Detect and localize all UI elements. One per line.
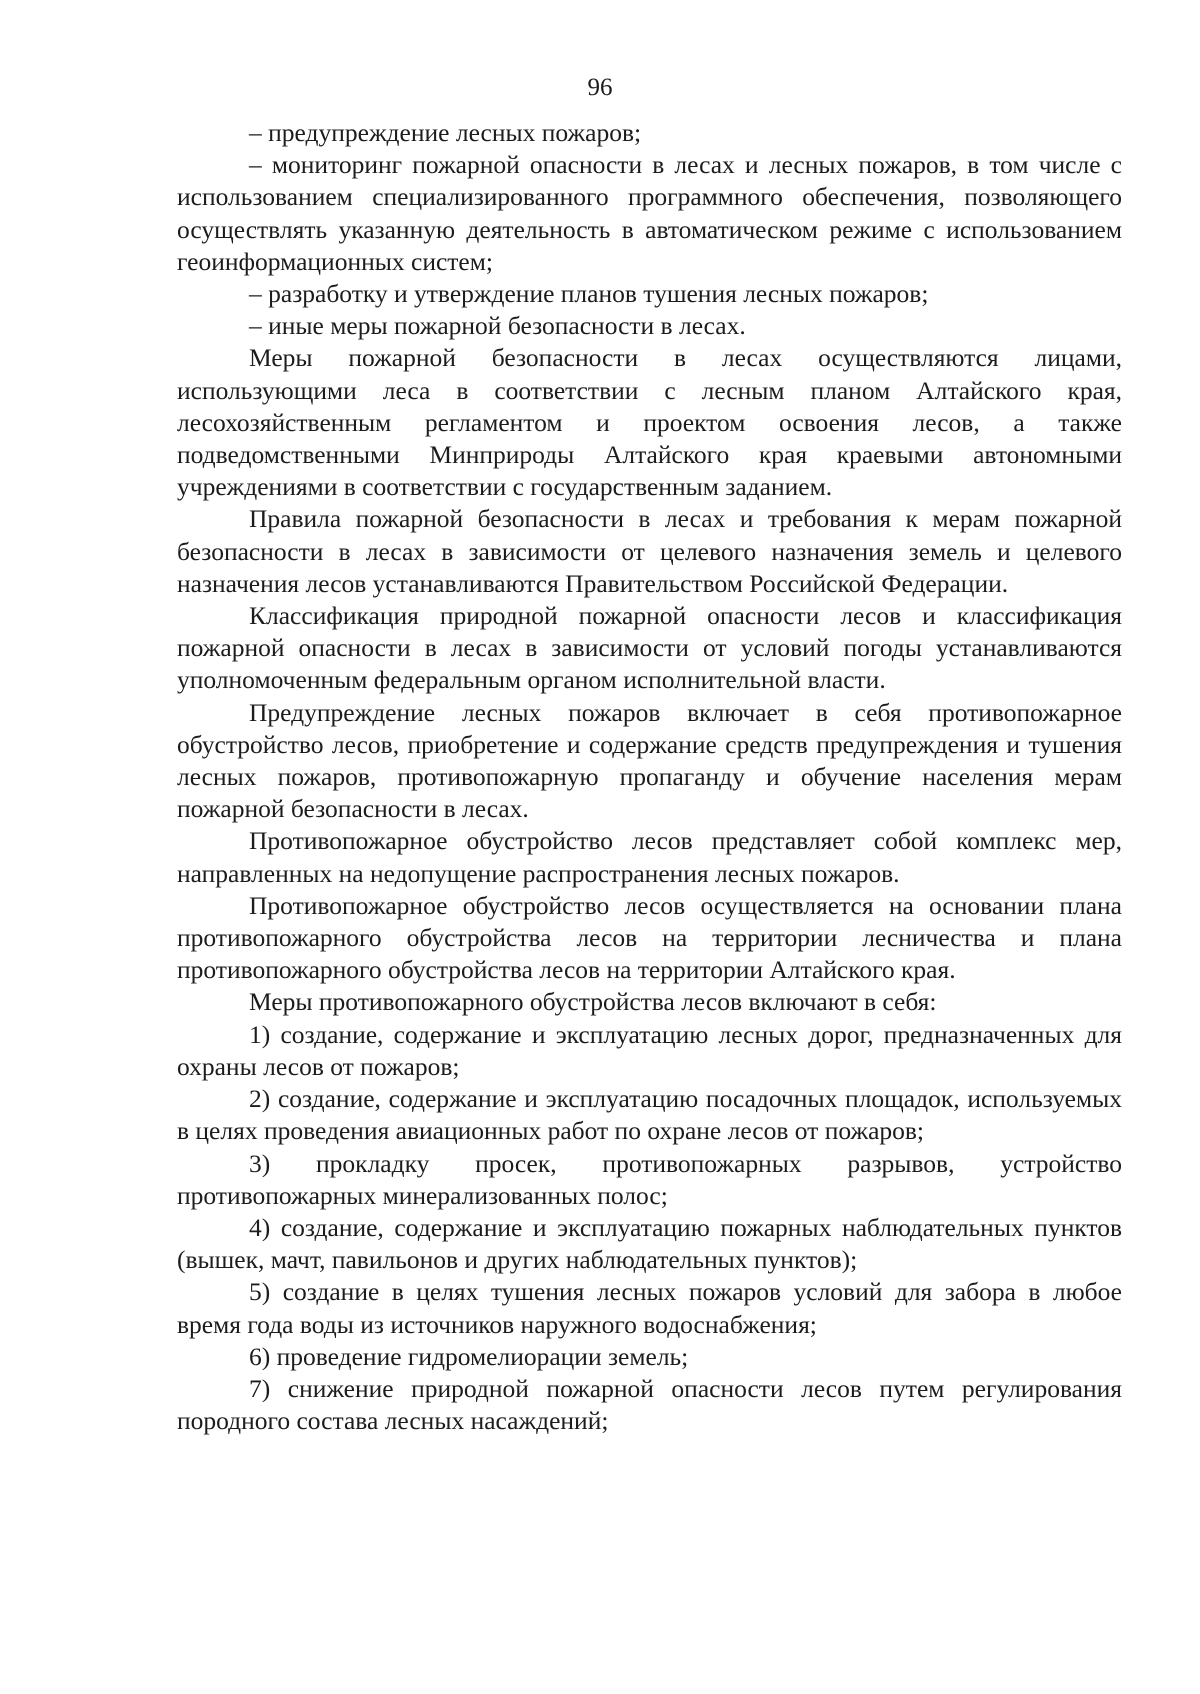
paragraph: 3) прокладку просек, противопожарных разрывов, устройство противопожарных минерализованных полос; bbox=[177, 1148, 1122, 1210]
paragraph: – разработку и утверждение планов тушения лесных пожаров; bbox=[249, 279, 929, 309]
paragraph: – мониторинг пожарной опасности в лесах и лесных пожаров, в том числе с использованием специализированного программного обеспечения, позволяющего осуществлять указанную деятельность в автоматическом режиме с использованием геоинформационных систем; bbox=[177, 150, 1122, 276]
paragraph: Меры пожарной безопасности в лесах осуществляются лицами, использующими леса в соответствии с лесным планом Алтайского края, лесохозяйственным регламентом и проектом освоения лесов, а также подведомственными Минприроды Алтайского края краевыми автономными учреждениями в соответствии с государственным заданием. bbox=[177, 343, 1122, 502]
paragraph: 6) проведение гидромелиорации земель; bbox=[249, 1341, 689, 1371]
paragraph: 7) снижение природной пожарной опасности лесов путем регулирования породного состава лесных насаждений; bbox=[177, 1373, 1122, 1436]
paragraph: Правила пожарной безопасности в лесах и требования к мерам пожарной безопасности в лесах в зависимости от целевого назначения земель и целевого назначения лесов устанавливаются Правительством Российской Федерации. bbox=[177, 504, 1122, 598]
paragraph: Противопожарное обустройство лесов представляет собой комплекс мер, направленных на недопущение распространения лесных пожаров. bbox=[177, 826, 1122, 888]
paragraph: 2) создание, содержание и эксплуатацию посадочных площадок, используемых в целях проведения авиационных работ по охране лесов от пожаров; bbox=[177, 1084, 1122, 1146]
paragraph: 4) создание, содержание и эксплуатацию пожарных наблюдательных пунктов (вышек, мачт, павильонов и других наблюдательных пунктов); bbox=[177, 1212, 1122, 1275]
paragraph: Меры противопожарного обустройства лесов включают в себя: bbox=[249, 987, 937, 1017]
paragraph: – предупреждение лесных пожаров; bbox=[249, 118, 642, 147]
paragraph: 5) создание в целях тушения лесных пожаров условий для забора в любое время года воды из источников наружного водоснабжения; bbox=[177, 1277, 1122, 1339]
paragraph: – иные меры пожарной безопасности в лесах. bbox=[249, 311, 746, 341]
paragraph: Классификация природной пожарной опасности лесов и классификация пожарной опасности в лесах в зависимости от условий погоды устанавливаются уполномоченным федеральным органом исполнительной власти. bbox=[177, 601, 1122, 695]
paragraph: Предупреждение лесных пожаров включает в себя противопожарное обустройство лесов, приобретение и содержание средств предупреждения и тушения лесных пожаров, противопожарную пропаганду и обучение населения мерам пожарной безопасности в лесах. bbox=[177, 697, 1122, 824]
paragraph: 1) создание, содержание и эксплуатацию лесных дорог, предназначенных для охраны лесов от пожаров; bbox=[177, 1019, 1122, 1081]
paragraph: Противопожарное обустройство лесов осуществляется на основании плана противопожарного обустройства лесов на территории лесничества и плана противопожарного обустройства лесов на территории Алтайского края. bbox=[177, 890, 1122, 985]
body-text bbox=[177, 117, 1122, 1437]
page-number: 96 bbox=[587, 74, 613, 101]
